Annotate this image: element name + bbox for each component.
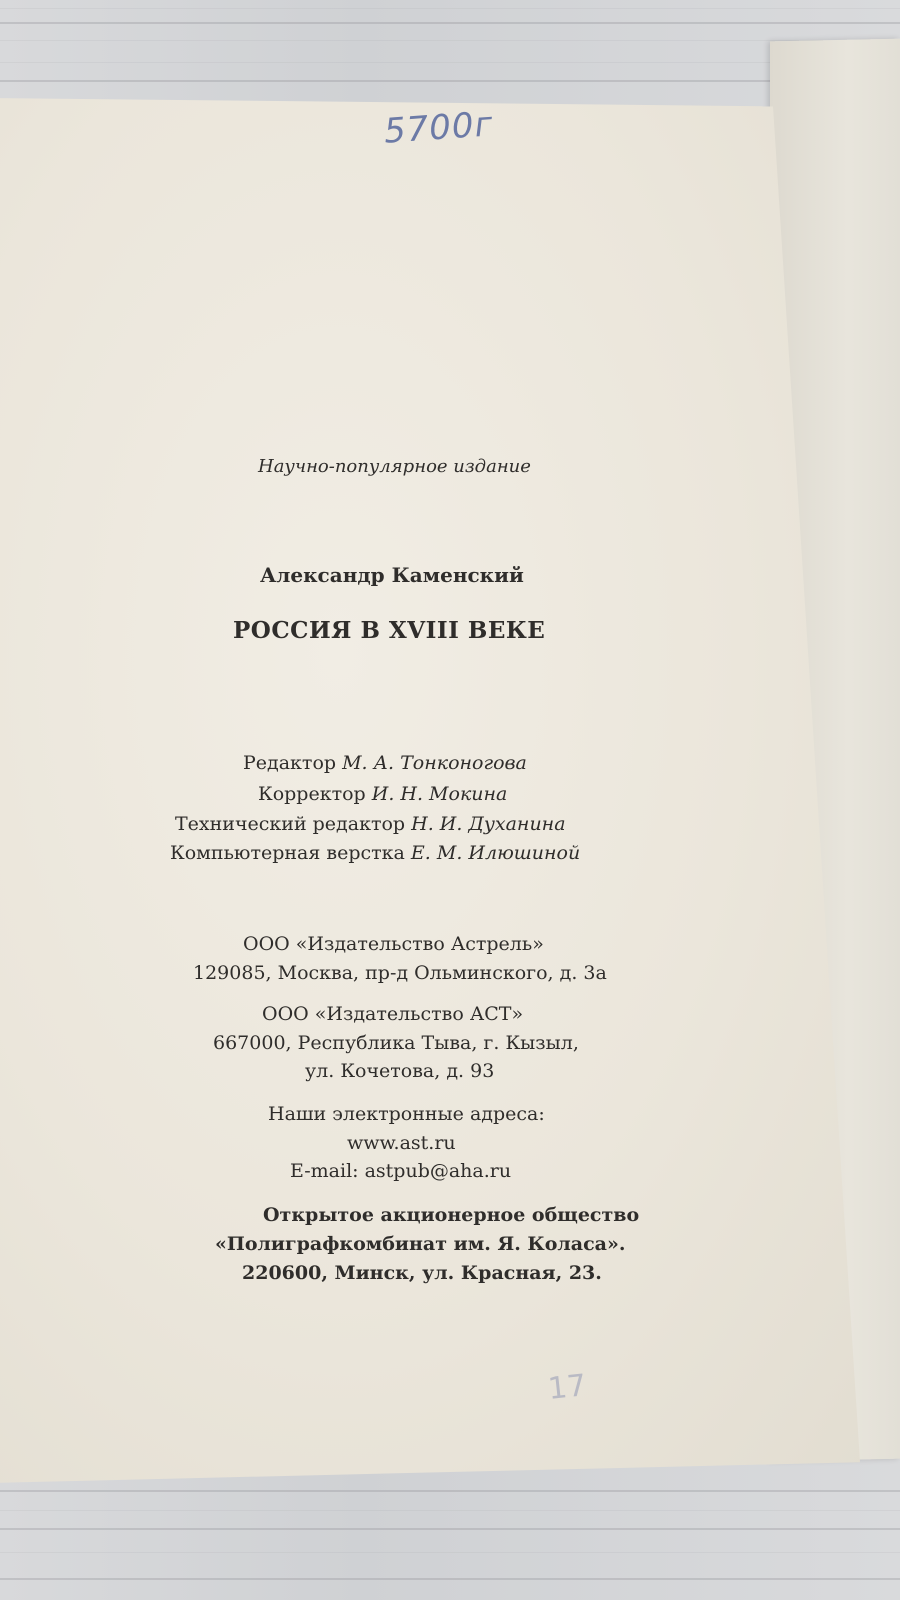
credit-name: И. Н. Мокина xyxy=(371,783,508,805)
publisher-address: ул. Кочетова, д. 93 xyxy=(305,1060,495,1082)
credit-line xyxy=(175,813,566,835)
handwritten-price: 5700г xyxy=(382,104,495,152)
edition-type: Научно-популярное издание xyxy=(258,456,531,477)
credit-role: Технический редактор xyxy=(175,813,406,835)
credit-role: Компьютерная верстка xyxy=(170,842,405,864)
book-title: РОССИЯ В XVIII ВЕКЕ xyxy=(233,617,546,644)
credit-line xyxy=(258,783,507,805)
electronic-heading: Наши электронные адреса: xyxy=(268,1103,545,1125)
publisher-name: ООО «Издательство АСТ» xyxy=(262,1003,524,1025)
credit-role: Редактор xyxy=(243,752,337,774)
printer-address: 220600, Минск, ул. Красная, 23. xyxy=(242,1262,602,1284)
publisher-address: 129085, Москва, пр-д Ольминского, д. 3а xyxy=(193,962,607,984)
website-link[interactable]: www.ast.ru xyxy=(347,1132,456,1154)
email-link[interactable]: E-mail: astpub@aha.ru xyxy=(290,1160,512,1182)
publisher-name: ООО «Издательство Астрель» xyxy=(243,933,544,955)
printer-name: «Полиграфкомбинат им. Я. Коласа». xyxy=(215,1233,626,1255)
credit-line xyxy=(243,752,527,774)
credit-name: М. А. Тонконогова xyxy=(342,752,527,774)
pencil-mark: 17 xyxy=(546,1368,588,1407)
publisher-address: 667000, Республика Тыва, г. Кызыл, xyxy=(213,1032,579,1054)
credit-name: Е. М. Илюшиной xyxy=(410,842,581,864)
credit-name: Н. И. Духанина xyxy=(411,813,566,835)
credit-line xyxy=(170,842,580,864)
author-name: Александр Каменский xyxy=(260,563,524,587)
credit-role: Корректор xyxy=(258,783,366,805)
printer-name: Открытое акционерное общество xyxy=(263,1204,640,1226)
